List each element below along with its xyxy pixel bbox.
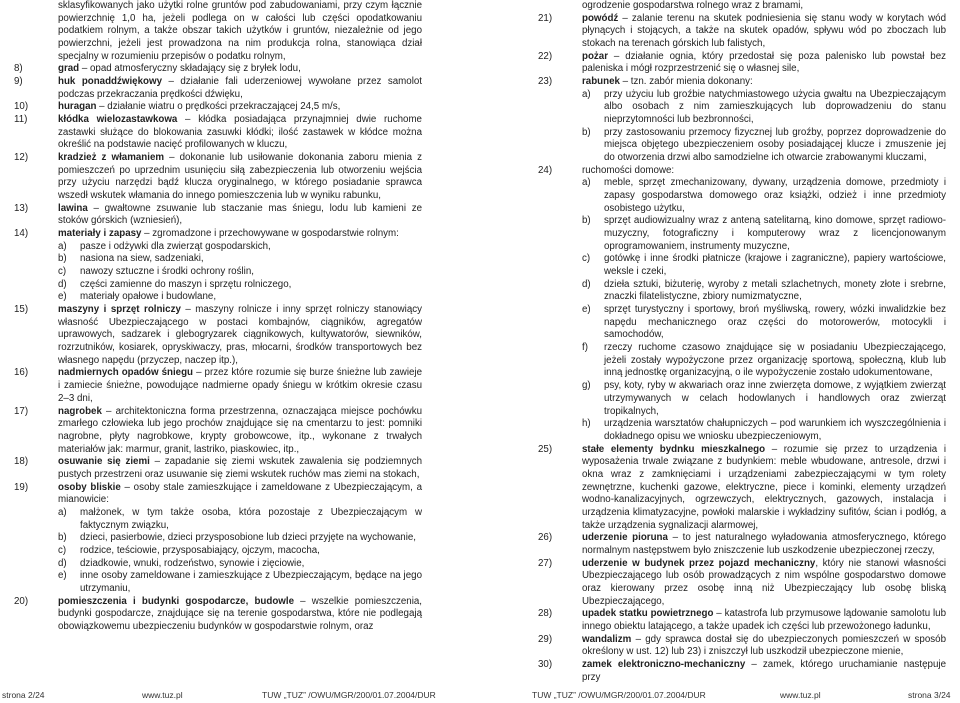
entry-text: – dokonanie lub usiłowanie dokonania zaboru mienia z pomieszczeń po uprzednim usunięciu siłą zabezpieczenia lub otworzeniu wejścia przy użyciu narzędzi bądź klucza oryginalnego, w którego posiadanie sprawca wszedł wskutek włamania do innego pomieszczenia lub w wyniku rabunku, [58, 152, 422, 202]
sub-item [58, 532, 422, 545]
sub-item [582, 89, 946, 127]
entry-number: 30) [538, 658, 553, 670]
entry-text: – opad atmosferyczny składający się z bryłek lodu, [79, 63, 301, 75]
sub-item-text: nawozy sztuczne i środki ochrony roślin, [80, 266, 254, 278]
entry-number: 24) [538, 164, 553, 176]
sub-item-text: dzieci, pasierbowie, dzieci przysposobione lub dzieci przyjęte na wychowanie, [80, 532, 417, 544]
entry-term: grad [58, 63, 80, 75]
definition-entry [538, 659, 946, 684]
left-intro-text: sklasyfikowanych jako użytki rolne gruntów pod zabudowaniami, przy czym łącznie powierzchnię 1,0 ha, jeżeli podlega on w całości lub części opodatkowaniu podatkiem rolnym, a także obszar takich użytków i gruntów, niezależnie od jego powierzchni, jeżeli jest prowadzona na nim produkcja rolna, stanowiąca dział specjalny w rozumieniu przepisów o podatku rolnym, [58, 0, 422, 62]
entry-text: – zalanie terenu na skutek podniesienia się stanu wody w korytach wód płynących i stojących, a także na skutek opadów, spływu wód po zboczach lub stokach na terenach górskich lub falistych, [582, 12, 946, 50]
entry-term: nagrobek [58, 405, 102, 417]
definition-entry [538, 13, 946, 51]
sub-item-letter: b) [582, 126, 591, 138]
entry-number: 21) [538, 12, 553, 24]
sub-item-letter: e) [58, 570, 67, 582]
entry-number: 28) [538, 608, 553, 620]
entry-number: 12) [14, 152, 29, 164]
entry-text: – kłódka posiadająca przynajmniej dwie ruchome zastawki służące do blokowania zasuwki kłódki; ilość zastawek w kłódce można określić na podstawie nacięć profilowanych w kluczu, [58, 114, 422, 151]
sub-item [582, 279, 946, 304]
entry-text: – działanie wiatru o prędkości przekraczającej 24,5 m/s, [96, 101, 341, 113]
sub-item-text: przy zastosowaniu przemocy fizycznej lub groźby, poprzez doprowadzenie do miejsca objętego ubezpieczeniem osoby posiadającej klucze i zmuszenie jej do otworzenia drzwi albo samodzielne ich otwarcie zrabowanymi kluczami, [604, 126, 946, 164]
entry-term: stałe elementy bydnku mieszkalnego [582, 443, 766, 455]
sub-item [58, 266, 422, 279]
footer-left-page: strona 2/24 [2, 690, 45, 700]
sub-item-text: urządzenia warsztatów chałupniczych – pod warunkiem ich wyszczególnienia i dokładnego opisu we wniosku ubezpieczeniowym, [604, 418, 946, 442]
entry-number: 13) [14, 202, 29, 214]
entry-number: 15) [14, 304, 29, 316]
sub-item-text: małżonek, w tym także osoba, która pozostaje z Ubezpieczającym w faktycznym związku, [80, 506, 422, 531]
footer-right-page: strona 3/24 [908, 690, 951, 700]
right-intro-text: ogrodzenie gospodarstwa rolnego wraz z bramami, [582, 0, 804, 11]
entry-term: nadmiernych opadów śniegu [58, 367, 194, 379]
entry-term: uderzenie w budynek przez pojazd mechaniczny [582, 557, 816, 569]
entry-number: 17) [14, 405, 29, 417]
sub-item-text: gotówkę i inne środki płatnicze (krajowe i zagraniczne), papiery wartościowe, weksle i czeki, [604, 253, 946, 278]
sub-item [58, 253, 422, 266]
entry-number: 14) [14, 228, 29, 240]
entry-text: – przez które rozumie się burze śnieżne lub zawieje i zamiecie śnieżne, powodujące nadmierne opady śniegu w krótkim okresie czasu 2–3 dni, [58, 367, 423, 404]
entry-term: rabunek [582, 76, 620, 88]
entry-term: kłódka wielozastawkowa [58, 114, 178, 126]
entry-text: , który nie stanowi własności Ubezpieczającego lub osób prowadzących z nim wspólne gospodarstwo domowe oraz kierowany przez osobę inną niż Ubezpieczający lub osobę bliską Ubezpieczającego, [582, 557, 946, 607]
definition-entry [14, 596, 422, 634]
entry-term: powódź [582, 12, 619, 24]
definition-entry [538, 444, 946, 533]
entry-term: osuwanie się ziemi [58, 456, 150, 468]
definition-entry [538, 51, 946, 76]
entry-number: 26) [538, 532, 553, 544]
sub-item-text: rzeczy ruchome czasowo znajdujące się w posiadaniu Ubezpieczającego, jeżeli zostały wypożyczone przez organizację sportową, społeczną, klub lub inną jednostkę organizacyjną, o ile wypożyczenie zostało udokumentowane, [604, 342, 946, 379]
sub-item [58, 241, 422, 254]
entry-term: lawina [58, 202, 88, 214]
entry-term: kradzież z włamaniem [58, 152, 165, 164]
entry-text: – gwałtowne zsuwanie lub staczanie mas śniegu, lodu lub kamieni ze stoków górskich (wzniesień), [58, 202, 422, 227]
sub-item-letter: d) [58, 278, 67, 290]
sub-item-text: sprzęt audiowizualny wraz z anteną satelitarną, kino domowe, sprzęt radiowo-muzyczny, fotograficzny i komputerowy wraz z licencjonowanym oprogramowaniem, instrumenty muzyczne, [604, 215, 946, 252]
sub-item-letter: c) [58, 266, 67, 278]
sub-item-letter: a) [58, 506, 67, 518]
entry-number: 19) [14, 481, 29, 493]
sub-item [58, 570, 422, 595]
definition-entry [14, 406, 422, 457]
definition-entry [14, 367, 422, 405]
entry-text: – wszelkie pomieszczenia, budynki gospodarcze, znajdujące się na terenie gospodarstwa, które nie podlegają obowiązkowemu ubezpieczeniu budynków w gospodarstwie rolnym, oraz [58, 595, 422, 632]
sub-item [58, 291, 422, 304]
sub-item-letter: g) [582, 380, 591, 392]
definition-entry [14, 63, 422, 76]
entry-number: 10) [14, 101, 29, 113]
sub-item-text: części zamienne do maszyn i sprzętu rolniczego, [80, 278, 292, 290]
entry-number: 18) [14, 456, 29, 468]
sub-item [58, 279, 422, 292]
definition-entry [538, 634, 946, 659]
entry-text: ruchomości domowe: [582, 164, 675, 176]
sub-item-letter: d) [58, 557, 67, 569]
entry-text: – działanie ognia, który przedostał się poza palenisko lub powstał bez paleniska i mógł rozprzestrzenić się o własnej sile, [582, 50, 946, 75]
entry-term: materiały i zapasy [58, 228, 142, 240]
sub-item-letter: e) [582, 304, 591, 316]
definition-entry [14, 304, 422, 367]
footer-right-code: TUW „TUZ” /OWU/MGR/200/01.07.2004/DUR [532, 690, 706, 700]
sub-item [582, 380, 946, 418]
sub-item-text: pasze i odżywki dla zwierząt gospodarskich, [80, 240, 271, 252]
sub-item [582, 418, 946, 443]
sub-item-text: nasiona na siew, sadzeniaki, [80, 253, 204, 265]
entry-number: 22) [538, 50, 553, 62]
sub-item-text: rodzice, teściowie, przysposabiający, ojczym, macocha, [80, 544, 320, 556]
sub-item-text: przy użyciu lub groźbie natychmiastowego użycia gwałtu na Ubezpieczającym albo osobach z nim zamieszkujących lub doprowadzeniu do stanu nieprzytomności lub bezbronności, [604, 88, 946, 126]
footer-right-url[interactable]: www.tuz.pl [780, 690, 821, 700]
entry-term: wandalizm [582, 633, 632, 645]
sub-item [582, 342, 946, 380]
entry-number: 16) [14, 367, 29, 379]
right-column [538, 0, 946, 684]
sub-item [582, 177, 946, 215]
sub-item-letter: d) [582, 278, 591, 290]
entry-term: zamek elektroniczno-mechaniczny [582, 658, 746, 670]
sub-item-letter: h) [582, 418, 591, 430]
definition-entry [538, 558, 946, 609]
definition-entry [14, 114, 422, 152]
definition-entry [14, 456, 422, 481]
entry-text: – osoby stale zamieszkujące i zameldowane z Ubezpieczającym, a mianowicie: [58, 481, 422, 506]
definition-entry [538, 608, 946, 633]
definition-entry [538, 532, 946, 557]
sub-item-text: meble, sprzęt zmechanizowany, dywany, urządzenia domowe, przedmioty i zapasy gospodarstwa domowego oraz książki, odzież i inne przedmioty osobistego użytku, [604, 177, 946, 214]
sub-item [582, 304, 946, 342]
entry-term: upadek statku powietrznego [582, 608, 714, 620]
left-column [14, 0, 422, 634]
sub-item [58, 545, 422, 558]
entry-text: – architektoniczna forma przestrzenna, oznaczająca miejsce pochówku zmarłego człowieka lub jego prochów znajdujące się na cmentarzu to jest: pomniki nagrobne, płyty nagrobkowe, krypty grobowcowe, itp., wykonane z trwałych materiałów jak: marmur, granit, lastriko, piaskowiec, itp., [58, 405, 422, 455]
entry-number: 9) [14, 76, 23, 88]
sub-item-text: dziadkowie, wnuki, rodzeństwo, synowie i zięciowie, [80, 557, 305, 569]
sub-item-letter: b) [58, 532, 67, 544]
entry-term: pożar [582, 50, 609, 62]
footer-left-url[interactable]: www.tuz.pl [142, 690, 183, 700]
definition-entry [14, 152, 422, 203]
entry-term: maszyny i sprzęt rolniczy [58, 304, 181, 316]
sub-item-letter: e) [58, 291, 67, 303]
sub-item-text: psy, koty, ryby w akwariach oraz inne zwierzęta domowe, z wyjątkiem zwierząt utrzymywanych w celach hodowlanych i handlowych oraz zwierząt tropikalnych, [604, 380, 946, 417]
sub-item-text: inne osoby zameldowane i zamieszkujące z Ubezpieczającym, będące na jego utrzymaniu, [80, 570, 422, 594]
definition-entry [14, 203, 422, 228]
footer-left-code: TUW „TUZ” /OWU/MGR/200/01.07.2004/DUR [262, 690, 436, 700]
sub-item-letter: c) [58, 544, 67, 556]
entry-number: 8) [14, 63, 23, 75]
definition-entry [14, 76, 422, 101]
definition-entry [538, 165, 946, 178]
entry-text: – tzn. zabór mienia dokonany: [619, 76, 753, 88]
entry-text: – zapadanie się ziemi wskutek zawalenia się podziemnych pustych przestrzeni oraz usuwanie się ziemi wskutek ruchów mas ziemi na stokach, [58, 456, 422, 480]
entry-term: pomieszczenia i budynki gospodarcze, budowle [58, 595, 294, 607]
entry-number: 29) [538, 633, 553, 645]
sub-item-letter: c) [582, 253, 591, 265]
sub-item-letter: a) [582, 88, 591, 100]
sub-item-text: sprzęt turystyczny i sportowy, broń myśliwską, rowery, wózki inwalidzkie bez napędu mechanicznego oraz części do motorowerów, motocykli i samochodów, [604, 304, 946, 341]
sub-item [582, 215, 946, 253]
sub-item-letter: f) [582, 342, 588, 354]
sub-item-letter: a) [58, 240, 67, 252]
sub-item [58, 507, 422, 532]
entry-number: 11) [14, 114, 28, 126]
sub-item [58, 558, 422, 571]
entry-number: 27) [538, 557, 553, 569]
entry-number: 25) [538, 443, 553, 455]
entry-text: – maszyny rolnicze i inny sprzęt rolniczy stanowiący własność Ubezpieczającego w postaci kombajnów, ciągników, agregatów uprawowych, sadzarek i glebogryzarek ciągnikowych, kultywatorów, siewników, rozrzutników, kosiarek, opryskiwaczy, pras, młocarni, środków transportowych bez własnego napędu (przyczep, naczep itp.), [58, 304, 422, 366]
sub-item-letter: b) [58, 253, 67, 265]
entry-term: osoby bliskie [58, 481, 121, 493]
definition-entry [538, 76, 946, 89]
entry-term: huragan [58, 101, 97, 113]
definition-entry [14, 101, 422, 114]
sub-item-text: dzieła sztuki, biżuterię, wyroby z metali szlachetnych, monety złote i srebrne, znaczki filatelistyczne, zbiory numizmatyczne, [604, 278, 946, 303]
entry-term: huk ponaddźwiękowy [58, 76, 162, 88]
entry-text: – to jest naturalnego wyładowania atmosferycznego, którego normalnym następstwem było zniszczenie lub uszkodzenie ubezpieczonej rzeczy, [582, 532, 946, 556]
entry-number: 20) [14, 595, 29, 607]
entry-text: – zamek, którego uruchamianie następuje przy [582, 658, 946, 683]
entry-text: – katastrofa lub przymusowe lądowanie samolotu lub innego obiektu latającego, a także upadek ich części lub przewożonego ładunku, [582, 608, 946, 632]
entry-text: – działanie fali uderzeniowej wywołane przez samolot podczas przekraczania prędkości dźwięku, [58, 76, 422, 100]
definition-entry [14, 482, 422, 507]
definition-entry [14, 228, 422, 241]
entry-text: – zgromadzone i przechowywane w gospodarstwie rolnym: [141, 228, 399, 240]
entry-term: uderzenie pioruna [582, 532, 668, 544]
entry-number: 23) [538, 76, 553, 88]
sub-item-letter: b) [582, 215, 591, 227]
sub-item-letter: a) [582, 177, 591, 189]
sub-item [582, 253, 946, 278]
sub-item-text: materiały opałowe i budowlane, [80, 291, 217, 303]
entry-text: – rozumie się przez to urządzenia i wyposażenia trwale związane z budynkiem: meble wbudowane, antresole, drzwi i okna wraz z zamknięciami i urządzeniami zabezpieczającymi w tym rolety zewnętrzne, kuchenki gazowe, elektryczne, piece i kominki, elementy urządzeń wodno-kanalizacyjnych, ogrzewczych, elektrycznych, gazowych, instalacja i urządzenia klimatyzacyjne, powłoki malarskie i wykładziny sufitów, ścian i podłóg, a także urządzenia sygnalizacji alarmowej, [582, 443, 946, 531]
sub-item [582, 127, 946, 165]
entry-text: – gdy sprawca dostał się do ubezpieczonych pomieszczeń w sposób określony w ust. 12) lub 23) i zniszczył lub uszkodził ubezpieczone mienie, [582, 633, 946, 658]
